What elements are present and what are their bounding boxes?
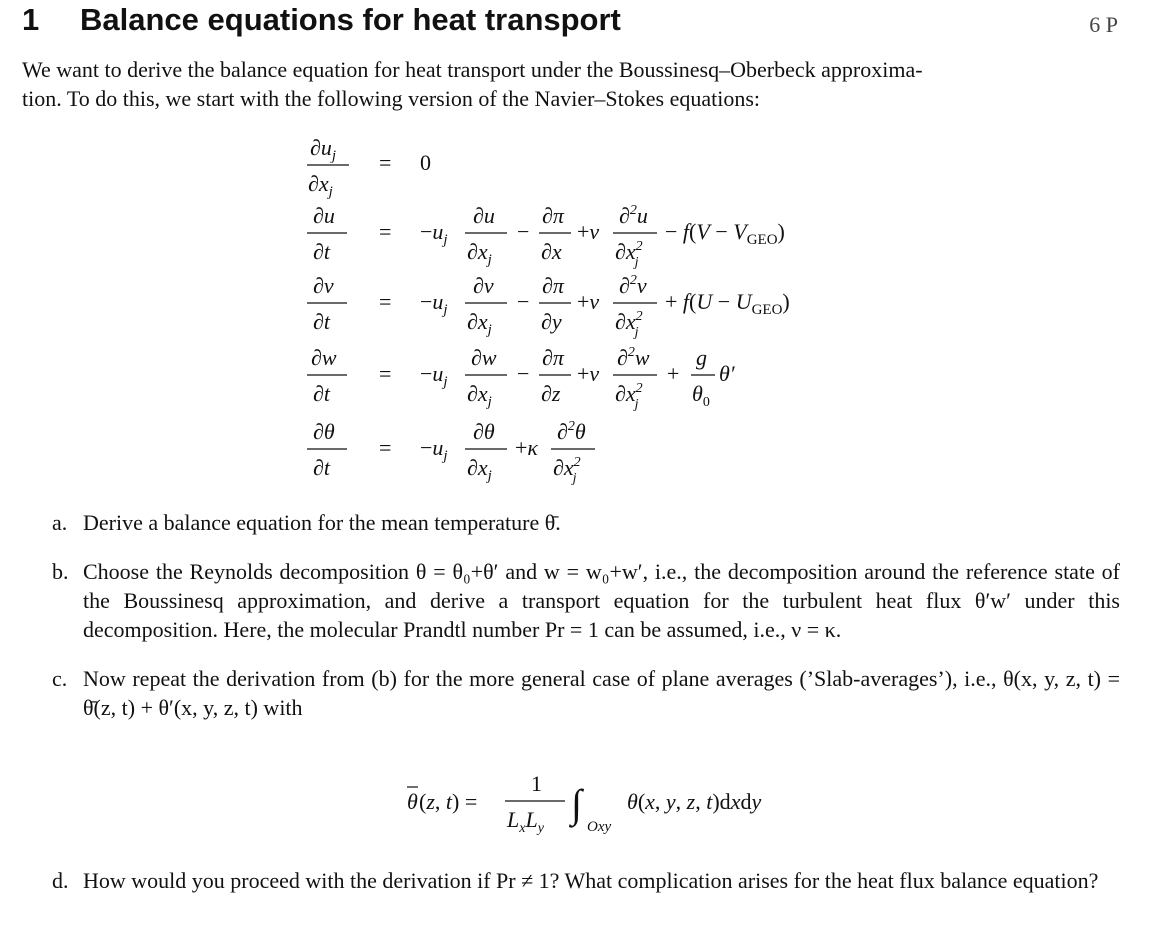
section-number: 1 — [22, 2, 40, 37]
continuity-equation — [307, 135, 431, 200]
svg-text:−uj: $-u_j$ — [420, 219, 448, 248]
svg-text:(z, t) =: (z, t) = — [419, 789, 478, 814]
task-a — [52, 508, 1120, 537]
svg-text:−uj: $-u_j$ — [420, 435, 448, 464]
svg-text:− f(V − VGEO): − $f(V - V_{GEO})$ — [665, 219, 785, 248]
svg-text:∂uj: $\partial u_j$ — [310, 135, 337, 164]
svg-text:∂xj: $\partial x_j$ — [467, 455, 492, 484]
svg-text:∂x2j: $\partial x^2$ j — [615, 381, 643, 412]
slab-average-formula — [405, 765, 825, 835]
svg-text:∂x2j: $\partial x^2$ j — [615, 239, 643, 270]
svg-text:∂t: ∂t — [313, 309, 330, 334]
svg-text:+: + — [667, 361, 680, 386]
svg-text:∂u: ∂u — [313, 203, 335, 228]
svg-text:+ν: +ν — [577, 361, 600, 386]
task-b — [52, 557, 1120, 644]
svg-text:=: = — [379, 435, 392, 460]
svg-text:+κ: +κ — [515, 435, 538, 460]
task-list — [52, 508, 1120, 742]
svg-text:∂w: ∂w — [311, 345, 337, 370]
svg-text:∂x2j: $\partial x^2$ j — [615, 309, 643, 340]
svg-text:∂t: ∂t — [313, 455, 330, 480]
intro-line-2: tion. To do this, we start with the following version of the Navier–Stokes equations: — [22, 86, 761, 111]
svg-text:θ(x, y, z, t)dxdy: θ(x, y, z, t)dxdy — [627, 789, 762, 814]
task-d — [52, 866, 1120, 895]
svg-text:=: = — [379, 289, 392, 314]
svg-text:−: − — [517, 361, 530, 386]
svg-text:∂θ: ∂θ — [473, 419, 495, 444]
svg-text:+ν: +ν — [577, 289, 600, 314]
svg-text:∂y: ∂y — [541, 309, 562, 334]
svg-text:Oxy: Oxy — [587, 819, 612, 835]
section-title: Balance equations for heat transport — [80, 2, 621, 37]
task-label: d. — [52, 868, 69, 893]
task-text: Now repeat the derivation from (b) for the more general case of plane averages (’Slab-averages’), i.e., θ(x, y, z, t) = θ̄(z, t) + θ′(x, y, z, t) with — [83, 666, 1120, 720]
w-momentum-equation — [307, 345, 736, 412]
points-label: 6 P — [1089, 12, 1118, 37]
svg-text:∂xj: $\partial x_j$ — [308, 171, 333, 200]
svg-text:∂2θ: ∂$^2$θ — [557, 419, 586, 444]
svg-text:∂2v: ∂$^2$v — [619, 273, 647, 298]
svg-text:+ν: +ν — [577, 219, 600, 244]
svg-text:1: 1 — [531, 771, 542, 796]
svg-text:g: g — [696, 345, 707, 370]
task-label: b. — [52, 559, 69, 584]
svg-text:∂xj: $\partial x_j$ — [467, 381, 492, 410]
svg-text:∫: ∫ — [571, 781, 582, 826]
svg-text:0: 0 — [420, 150, 431, 175]
svg-text:∂xj: $\partial x_j$ — [467, 309, 492, 338]
svg-text:∂t: ∂t — [313, 381, 330, 406]
svg-text:=: = — [379, 150, 392, 175]
svg-text:θ: θ — [407, 789, 418, 814]
svg-text:θ0: $\theta_0$ — [692, 381, 710, 410]
v-momentum-equation — [307, 273, 790, 340]
task-c — [52, 664, 1120, 722]
svg-text:=: = — [379, 361, 392, 386]
svg-text:∂2w: ∂$^2$w — [617, 345, 650, 370]
svg-text:−: − — [517, 289, 530, 314]
task-text: Choose the Reynolds decomposition θ = θ₀+θ′ and w = w₀+w′, i.e., the decomposition around the reference state of the Boussinesq approximation, and derive a transport equation for the turbulent heat flux θ′w′ under this decomposition. Here, the molecular Prandtl number Pr = 1 can be assumed, i.e., ν = κ. — [83, 559, 1120, 642]
svg-text:∂t: ∂t — [313, 239, 330, 264]
svg-text:+ f(U − UGEO): + $f(U - U_{GEO})$ — [665, 289, 790, 318]
svg-text:∂π: ∂π — [542, 273, 564, 298]
svg-text:−: − — [517, 219, 530, 244]
temperature-equation — [307, 419, 595, 485]
svg-text:∂x: ∂x — [541, 239, 562, 264]
svg-text:∂z: ∂z — [541, 381, 561, 406]
svg-text:∂v: ∂v — [473, 273, 494, 298]
task-text: Derive a balance equation for the mean temperature θ̄. — [83, 510, 561, 535]
svg-text:∂2u: ∂$^2$u — [619, 203, 648, 228]
intro-line-1: We want to derive the balance equation for heat transport under the Boussinesq–Oberbeck approxima- — [22, 57, 923, 82]
svg-text:∂w: ∂w — [471, 345, 497, 370]
navier-stokes-equations — [305, 135, 865, 485]
svg-text:−uj: $-u_j$ — [420, 289, 448, 318]
section-heading — [22, 2, 621, 38]
task-text: How would you proceed with the derivation if Pr ≠ 1? What complication arises for the heat flux balance equation? — [83, 868, 1099, 893]
svg-text:LxLy: $L_xL_y$ — [507, 807, 544, 835]
task-label: a. — [52, 510, 68, 535]
svg-text:=: = — [379, 219, 392, 244]
u-momentum-equation — [307, 203, 785, 270]
svg-text:∂v: ∂v — [313, 273, 334, 298]
svg-text:−uj: $-u_j$ — [420, 361, 448, 390]
intro-paragraph — [22, 55, 1122, 113]
svg-text:∂x2j: $\partial x^2$ j — [553, 455, 581, 485]
svg-text:∂θ: ∂θ — [313, 419, 335, 444]
task-label: c. — [52, 666, 68, 691]
svg-text:∂u: ∂u — [473, 203, 495, 228]
svg-text:∂π: ∂π — [542, 203, 564, 228]
svg-text:∂π: ∂π — [542, 345, 564, 370]
svg-text:θ′: θ′ — [719, 361, 735, 386]
svg-text:∂xj: $\partial x_j$ — [467, 239, 492, 268]
